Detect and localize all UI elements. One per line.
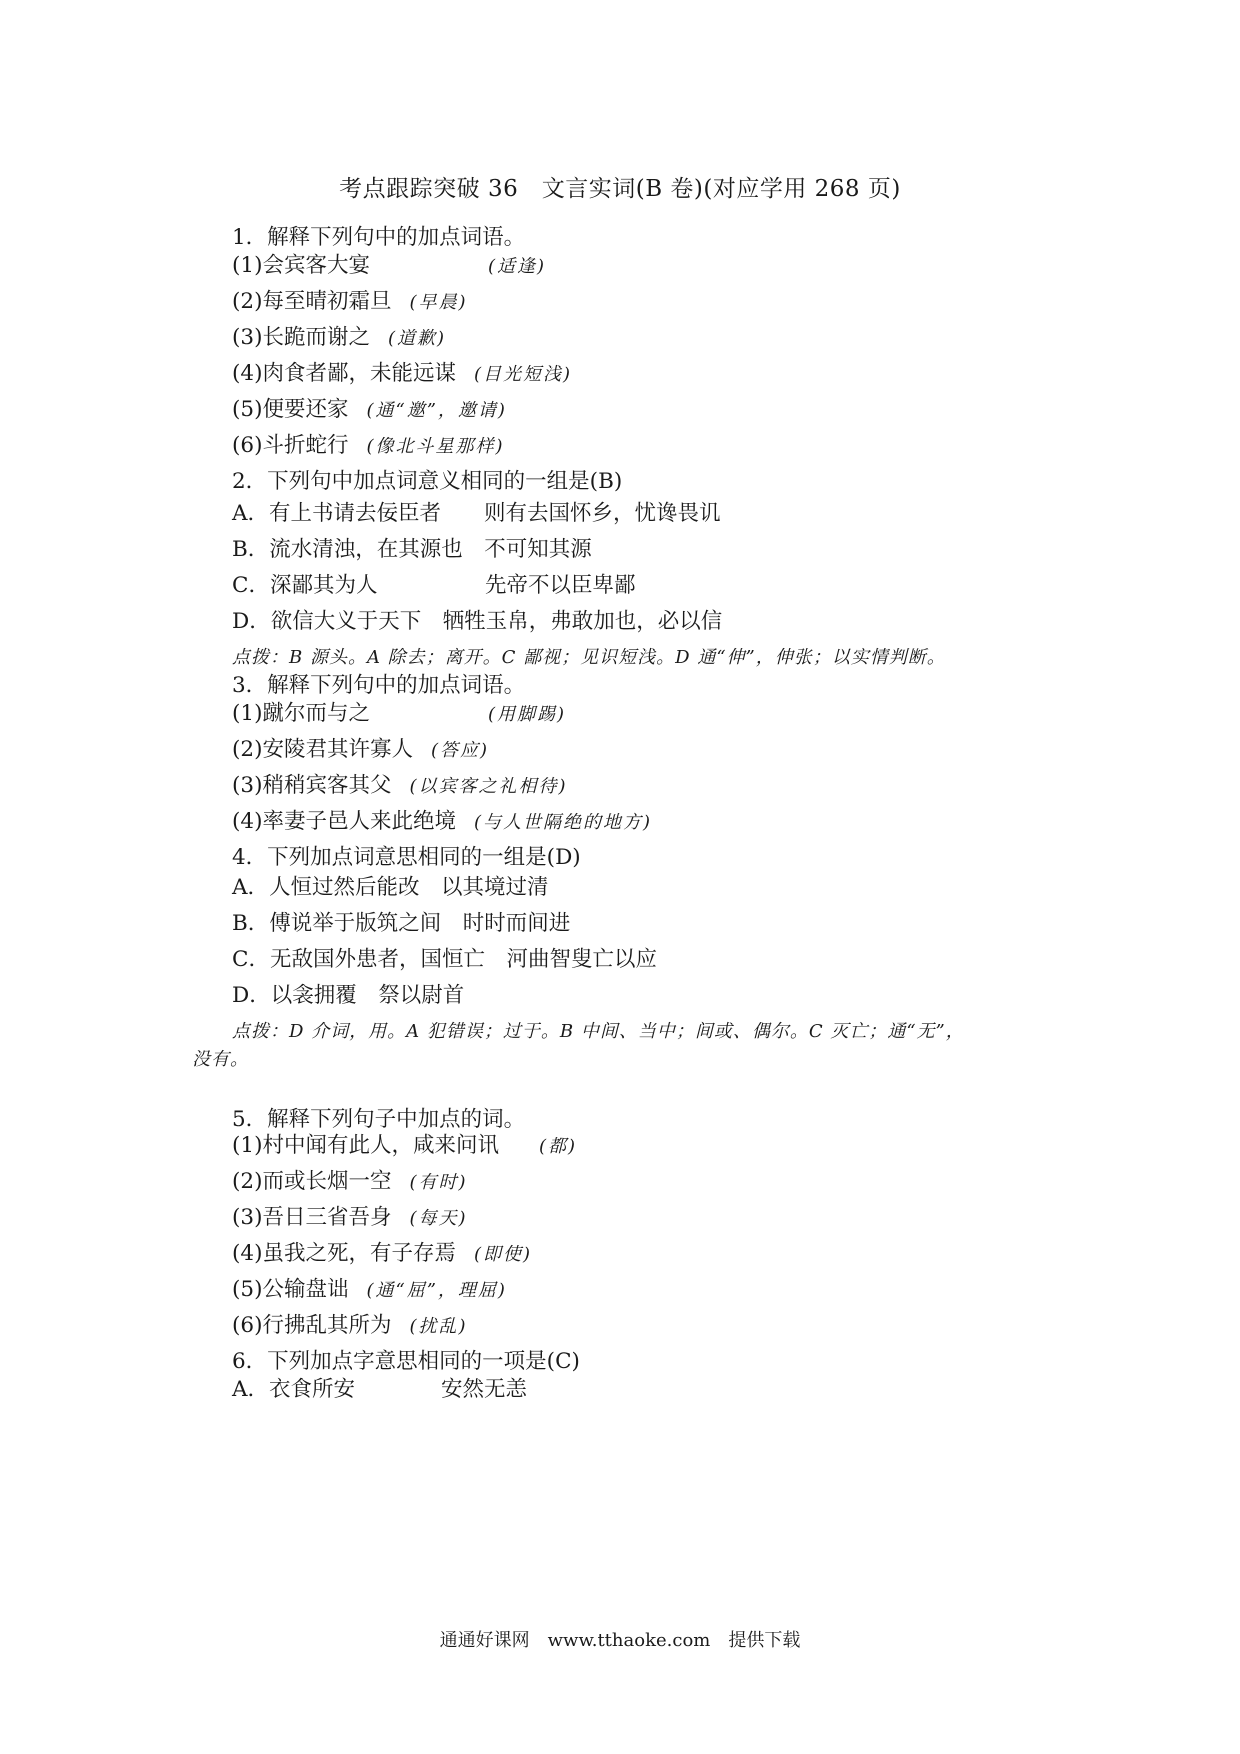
q3-item-3 (232, 772, 568, 801)
q1-item-2 (232, 288, 468, 317)
q1-item-text: (2)每至晴初霜旦 (232, 289, 392, 314)
q4-note-line1: 点拨：D 介词，用。A 犯错误；过于。B 中间、当中；间或、偶尔。C 灭亡；通“无”， (232, 1021, 965, 1042)
q5-item-answer: (即使) (473, 1244, 533, 1265)
q2-option-d: D．欲信大义于天下 牺牲玉帛，弗敢加也，必以信 (232, 609, 723, 634)
q4-note-line2: 没有。 (192, 1049, 249, 1070)
q3-item-answer: (用脚踢) (487, 704, 567, 725)
q3-item-text: (1)蹴尔而与之 (232, 701, 370, 726)
page-footer: 通通好课网 www.tthaoke.com 提供下载 (439, 1630, 801, 1651)
q5-item-text: (4)虽我之死，有子存焉 (232, 1241, 456, 1266)
q1-item-3 (232, 324, 446, 353)
q5-heading: 5．解释下列句子中加点的词。 (232, 1107, 526, 1132)
q5-item-6 (232, 1312, 468, 1341)
q3-item-answer: (答应) (430, 740, 490, 761)
q1-item-answer: (通“邀”，邀请) (366, 400, 507, 421)
page-title: 考点跟踪突破 36 文言实词(B 卷)(对应学用 268 页) (339, 176, 901, 202)
q2-option-c: C．深鄙其为人 先帝不以臣卑鄙 (232, 573, 636, 598)
q4-heading: 4．下列加点词意思相同的一组是(D) (232, 845, 581, 870)
q1-item-1 (232, 252, 546, 281)
q4-option-d: D．以衾拥覆 祭以尉首 (232, 983, 465, 1008)
q1-item-answer: (早晨) (409, 292, 468, 313)
q2-heading: 2．下列句中加点词意义相同的一组是(B) (232, 469, 623, 494)
q5-item-4 (232, 1240, 532, 1269)
q5-item-answer: (扰乱) (409, 1316, 468, 1337)
q1-item-answer: (像北斗星那样) (366, 436, 505, 457)
q3-item-4 (232, 808, 652, 837)
q3-item-answer: (以宾客之礼相待) (409, 776, 568, 797)
q3-item-text: (2)安陵君其许寡人 (232, 737, 413, 762)
q1-item-text: (4)肉食者鄙，未能远谋 (232, 361, 456, 386)
q5-item-answer: (通“屈”，理屈) (366, 1280, 507, 1301)
q6-option-a: A．衣食所安 安然无恙 (232, 1377, 528, 1402)
q6-heading: 6．下列加点字意思相同的一项是(C) (232, 1349, 580, 1374)
q4-option-c: C．无敌国外患者，国恒亡 河曲智叟亡以应 (232, 947, 657, 972)
q2-note: 点拨：B 源头。A 除去；离开。C 鄙视；见识短浅。D 通“伸”，伸张；以实情判断。 (232, 647, 946, 668)
q5-item-answer: (每天) (409, 1208, 468, 1229)
q1-heading: 1．解释下列句中的加点词语。 (232, 225, 526, 250)
q1-item-text: (3)长跪而谢之 (232, 325, 370, 350)
q1-item-answer: (道歉) (387, 328, 447, 349)
q3-item-answer: (与人世隔绝的地方) (473, 812, 653, 833)
q1-item-4 (232, 360, 572, 389)
q5-item-text: (5)公输盘诎 (232, 1277, 349, 1302)
q3-item-text: (4)率妻子邑人来此绝境 (232, 809, 456, 834)
q1-item-text: (6)斗折蛇行 (232, 433, 349, 458)
q5-item-5 (232, 1276, 507, 1305)
q3-item-text: (3)稍稍宾客其父 (232, 773, 392, 798)
q4-option-b: B．傅说举于版筑之间 时时而间进 (232, 911, 571, 936)
q1-item-text: (5)便要还家 (232, 397, 349, 422)
q5-item-text: (6)行拂乱其所为 (232, 1313, 392, 1338)
q1-item-text: (1)会宾客大宴 (232, 253, 370, 278)
q1-item-5 (232, 396, 507, 425)
q5-item-2 (232, 1168, 468, 1197)
q5-item-text: (2)而或长烟一空 (232, 1169, 392, 1194)
q5-item-text: (1)村中闻有此人，咸来问讯 (232, 1133, 499, 1158)
q4-option-a: A．人恒过然后能改 以其境过清 (232, 875, 549, 900)
q3-item-2 (232, 736, 489, 765)
q5-item-answer: (有时) (409, 1172, 468, 1193)
q5-item-1 (232, 1132, 577, 1161)
q2-option-b: B．流水清浊，在其源也 不可知其源 (232, 537, 592, 562)
q3-heading: 3．解释下列句中的加点词语。 (232, 673, 526, 698)
q2-option-a: A．有上书请去佞臣者 则有去国怀乡，忧谗畏讥 (232, 501, 721, 526)
q5-item-answer: (都) (538, 1136, 578, 1157)
q5-item-3 (232, 1204, 468, 1233)
q3-item-1 (232, 700, 566, 729)
q5-item-text: (3)吾日三省吾身 (232, 1205, 392, 1230)
q1-item-6 (232, 432, 505, 461)
q1-item-answer: (适逢) (487, 256, 547, 277)
q1-item-answer: (目光短浅) (473, 364, 573, 385)
